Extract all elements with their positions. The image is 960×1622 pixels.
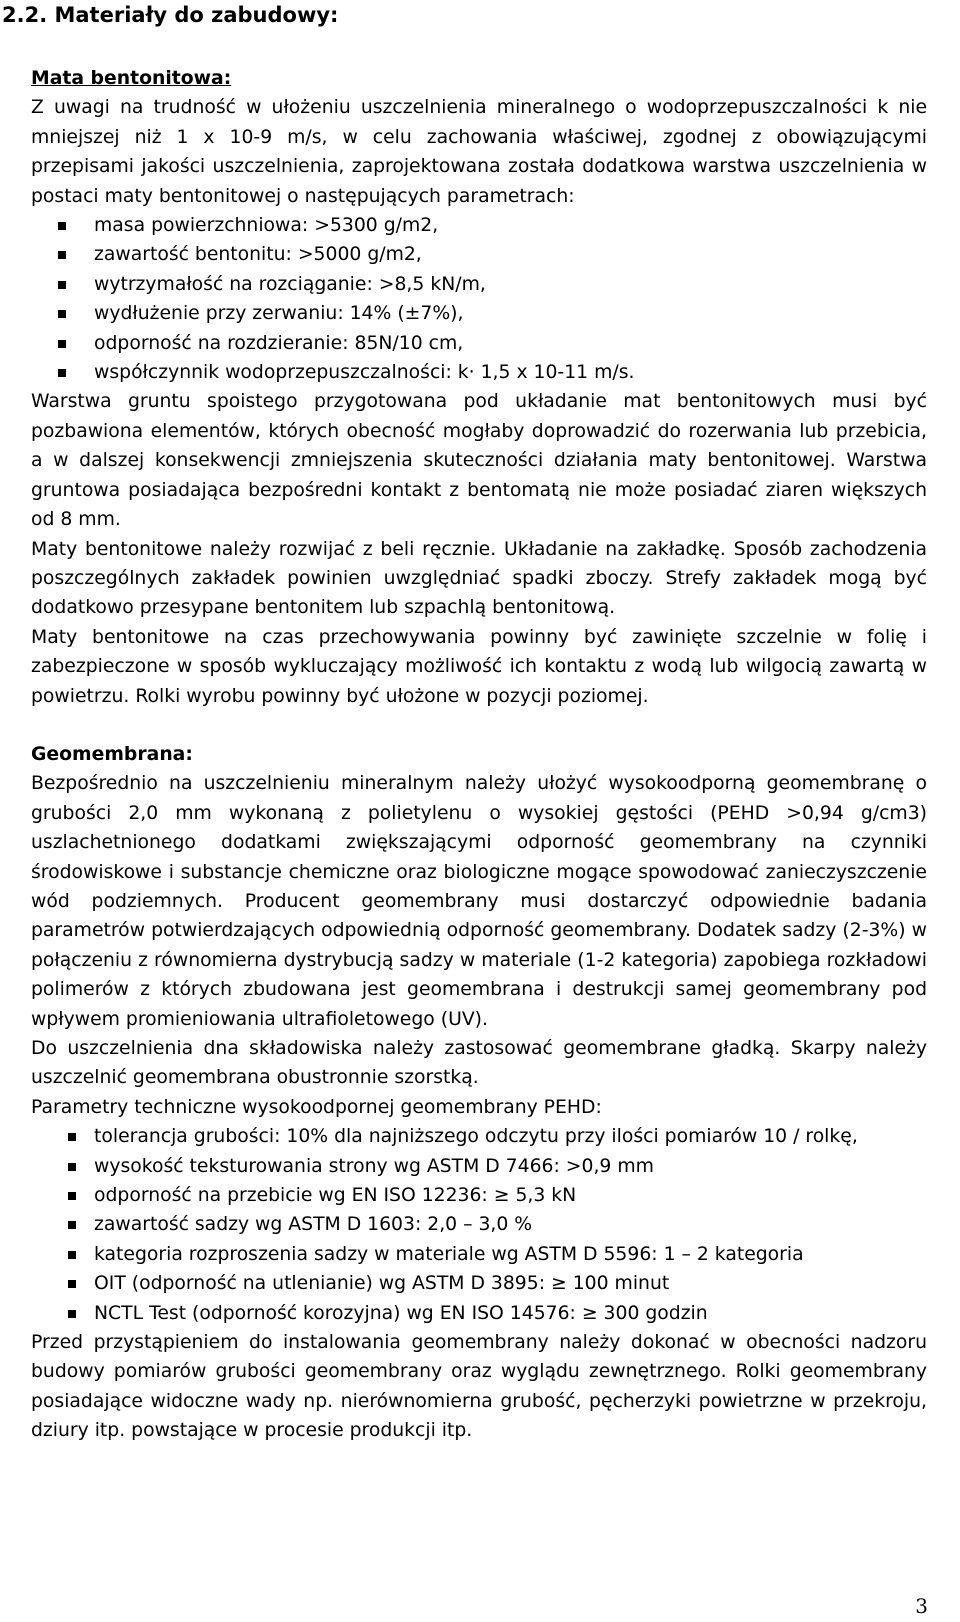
geo-param-list	[31, 1122, 927, 1328]
geo-param-item: zawartość sadzy wg ASTM D 1603: 2,0 – 3,0 %	[31, 1210, 927, 1239]
geo-param-item: OIT (odporność na utlenianie) wg ASTM D 3895: ≥ 100 minut	[31, 1269, 927, 1298]
section-spacer	[31, 711, 927, 740]
geo-closing-paragraph: Przed przystąpieniem do instalowania geomembrany należy dokonać w obecności nadzoru budowy pomiarów grubości geomembrany oraz wyglądu zewnętrznego. Rolki geomembrany posiadające widoczne wady np. nierównomierna grubość, pęcherzyki powietrzne w przekroju, dziury itp. powstające w procesie produkcji itp.	[31, 1332, 927, 1442]
geo-param-item: kategoria rozproszenia sadzy w materiale wg ASTM D 5596: 1 – 2 kategoria	[31, 1240, 927, 1269]
mata-paragraph: Maty bentonitowe na czas przechowywania powinny być zawinięte szczelnie w folię i zabezpieczone w sposób wykluczający możliwość ich kontaktu z wodą lub wilgocią zawartą w powietrzu. Rolki wyrobu powinny być ułożone w pozycji poziomej.	[31, 626, 927, 707]
document-body	[31, 64, 927, 1446]
mata-heading: Mata bentonitowa:	[31, 68, 232, 89]
mata-param-item: współczynnik wodoprzepuszczalności: k· 1,5 x 10-11 m/s.	[31, 358, 927, 387]
mata-param-item: odporność na rozdzieranie: 85N/10 cm,	[31, 329, 927, 358]
geo-paragraph: Parametry techniczne wysokoodpornej geomembrany PEHD:	[31, 1096, 602, 1118]
geo-heading: Geomembrana:	[31, 743, 193, 765]
geo-paragraph: Do uszczelnienia dna składowiska należy zastosować geomembrane gładką. Skarpy należy uszczelnić geomembrana obustronnie szorstką.	[31, 1038, 927, 1089]
mata-param-item: wytrzymałość na rozciąganie: >8,5 kN/m,	[31, 270, 927, 299]
geo-paragraph: Bezpośrednio na uszczelnieniu mineralnym należy ułożyć wysokoodporną geomembranę o grubości 2,0 mm wykonaną z polietylenu o wysokiej gęstości (PEHD >0,94 g/cm3) uszlachetnionego dodatkami zwiększającymi odporność geomembrany na czynniki środowiskowe i substancje chemiczne oraz biologiczne mogące spowodować zanieczyszczenie wód podziemnych. Producent geomembrany musi dostarczyć odpowiednie badania parametrów potwierdzających odpowiednią odporność geomembrany. Dodatek sadzy (2-3%) w połączeniu z równomierna dystrybucją sadzy w materiale (1-2 kategoria) zapobiega rozkładowi polimerów z których zbudowana jest geomembrana i destrukcji samej geomembrany pod wpływem promieniowania ultrafioletowego (UV).	[31, 773, 927, 1030]
geo-param-item: tolerancja grubości: 10% dla najniższego odczytu przy ilości pomiarów 10 / rolkę,	[31, 1122, 927, 1151]
mata-paragraph: Maty bentonitowe należy rozwijać z beli ręcznie. Układanie na zakładkę. Sposób zachodzenia poszczególnych zakładek powinien uwzględniać spadki zboczy. Strefy zakładek mogą być dodatkowo przesypane bentonitem lub szpachlą bentonitową.	[31, 538, 927, 619]
mata-intro: Z uwagi na trudność w ułożeniu uszczelnienia mineralnego o wodoprzepuszczalności k nie mniejszej niż 1 x 10-9 m/s, w celu zachowania właściwej, zgodnej z obowiązującymi przepisami jakości uszczelnienia, zaprojektowana została dodatkowa warstwa uszczelnienia w postaci maty bentonitowej o następujących parametrach:	[31, 97, 927, 207]
mata-param-item: zawartość bentonitu: >5000 g/m2,	[31, 240, 927, 269]
geo-param-item: NCTL Test (odporność korozyjna) wg EN ISO 14576: ≥ 300 godzin	[31, 1299, 927, 1328]
mata-param-list	[31, 211, 927, 387]
mata-paragraph: Warstwa gruntu spoistego przygotowana pod układanie mat bentonitowych musi być pozbawiona elementów, których obecność mogłaby doprowadzić do rozerwania lub przebicia, a w dalszej konsekwencji zmniejszenia skuteczności działania maty bentonitowej. Warstwa gruntowa posiadająca bezpośredni kontakt z bentomatą nie może posiadać ziaren większych od 8 mm.	[31, 391, 927, 531]
mata-param-item: wydłużenie przy zerwaniu: 14% (±7%),	[31, 299, 927, 328]
mata-param-item: masa powierzchniowa: >5300 g/m2,	[31, 211, 927, 240]
section-heading: 2.2. Materiały do zabudowy:	[2, 3, 339, 27]
geo-param-item: wysokość teksturowania strony wg ASTM D 7466: >0,9 mm	[31, 1152, 927, 1181]
geo-param-item: odporność na przebicie wg EN ISO 12236: ≥ 5,3 kN	[31, 1181, 927, 1210]
page-number: 3	[915, 1594, 928, 1618]
